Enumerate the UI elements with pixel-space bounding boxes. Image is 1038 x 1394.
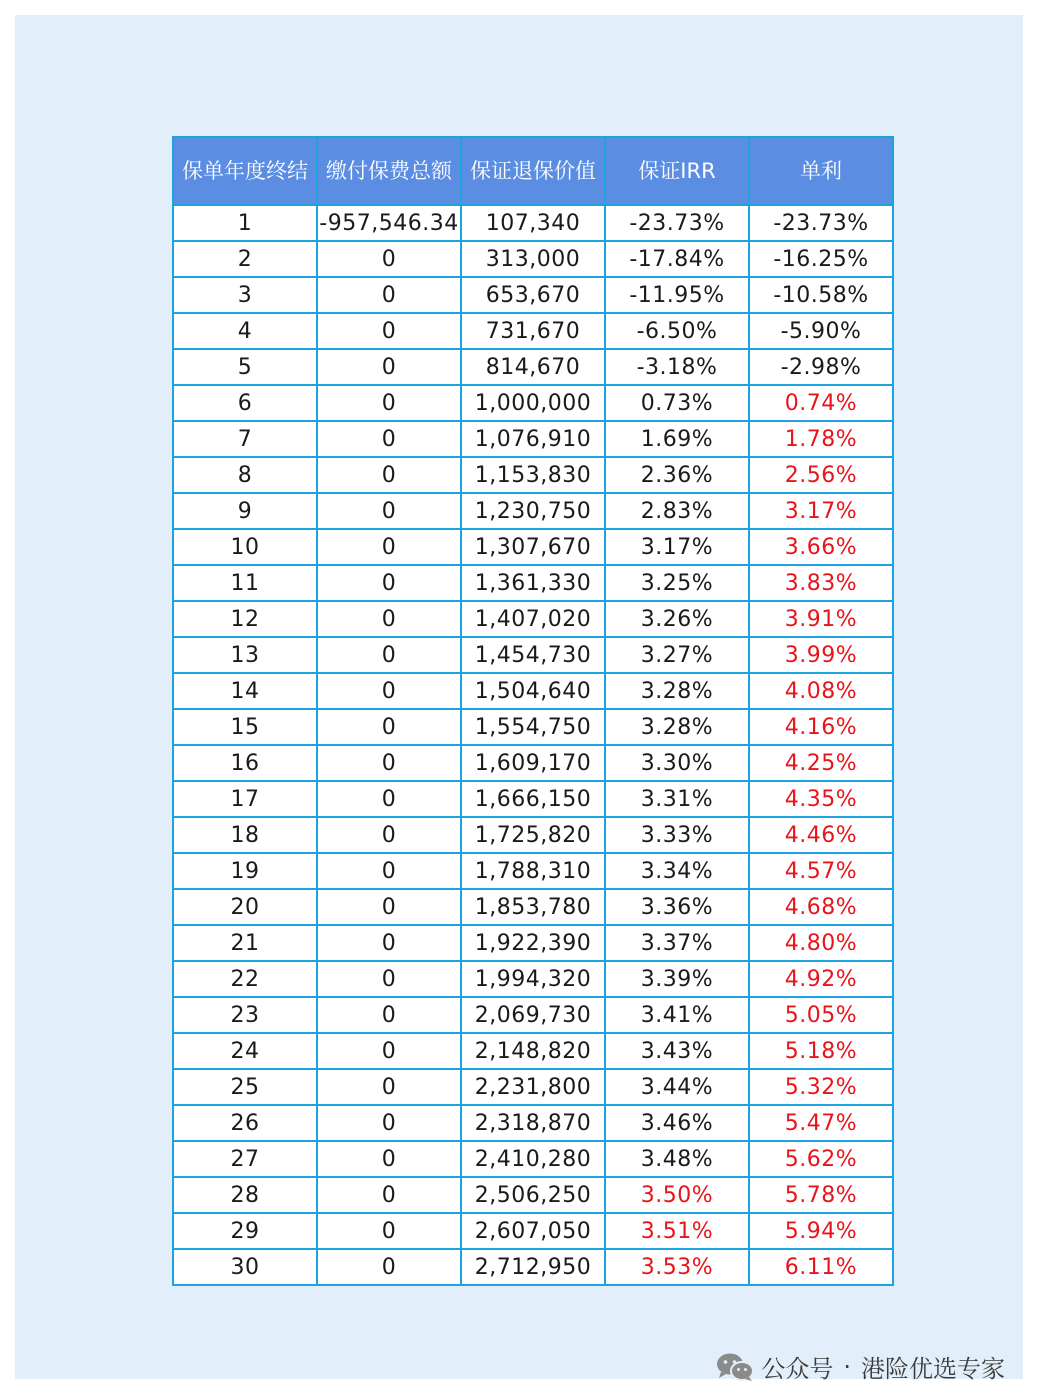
cell-total-premium: 0 bbox=[317, 529, 461, 565]
cell-policy-year: 21 bbox=[173, 925, 317, 961]
cell-policy-year: 14 bbox=[173, 673, 317, 709]
header-policy-year bbox=[173, 137, 317, 205]
cell-total-premium: 0 bbox=[317, 601, 461, 637]
header-guaranteed-value-label: 保证退保价值 bbox=[470, 159, 596, 183]
cell-policy-year: 18 bbox=[173, 817, 317, 853]
cell-simple-interest: 4.80% bbox=[749, 925, 893, 961]
table-row bbox=[173, 529, 893, 565]
cell-simple-interest: -10.58% bbox=[749, 277, 893, 313]
table-row bbox=[173, 1249, 893, 1285]
cell-simple-interest: -5.90% bbox=[749, 313, 893, 349]
cell-simple-interest: 4.08% bbox=[749, 673, 893, 709]
table-body bbox=[173, 205, 893, 1285]
wechat-icon bbox=[715, 1352, 755, 1382]
cell-policy-year: 13 bbox=[173, 637, 317, 673]
cell-simple-interest: 3.17% bbox=[749, 493, 893, 529]
cell-policy-year: 9 bbox=[173, 493, 317, 529]
cell-simple-interest: -23.73% bbox=[749, 205, 893, 241]
header-policy-year-label: 保单年度终结 bbox=[182, 159, 308, 183]
cell-guaranteed-value: 1,361,330 bbox=[461, 565, 605, 601]
cell-guaranteed-value: 1,407,020 bbox=[461, 601, 605, 637]
cell-total-premium: 0 bbox=[317, 817, 461, 853]
cell-guaranteed-irr: 3.26% bbox=[605, 601, 749, 637]
cell-policy-year: 27 bbox=[173, 1141, 317, 1177]
cell-guaranteed-irr: 3.36% bbox=[605, 889, 749, 925]
cell-total-premium: 0 bbox=[317, 1033, 461, 1069]
cell-guaranteed-irr: 3.31% bbox=[605, 781, 749, 817]
cell-total-premium: 0 bbox=[317, 1141, 461, 1177]
cell-guaranteed-value: 2,231,800 bbox=[461, 1069, 605, 1105]
cell-guaranteed-irr: 3.27% bbox=[605, 637, 749, 673]
cell-guaranteed-value: 107,340 bbox=[461, 205, 605, 241]
cell-total-premium: 0 bbox=[317, 853, 461, 889]
cell-guaranteed-value: 2,607,050 bbox=[461, 1213, 605, 1249]
header-guaranteed-irr-label: 保证IRR bbox=[638, 159, 716, 183]
cell-simple-interest: 5.05% bbox=[749, 997, 893, 1033]
cell-policy-year: 11 bbox=[173, 565, 317, 601]
header-guaranteed-irr bbox=[605, 137, 749, 205]
table-row bbox=[173, 709, 893, 745]
cell-policy-year: 16 bbox=[173, 745, 317, 781]
table-row bbox=[173, 889, 893, 925]
cell-simple-interest: 5.94% bbox=[749, 1213, 893, 1249]
cell-guaranteed-irr: 3.34% bbox=[605, 853, 749, 889]
cell-simple-interest: 4.68% bbox=[749, 889, 893, 925]
cell-guaranteed-value: 2,069,730 bbox=[461, 997, 605, 1033]
cell-guaranteed-irr: 3.37% bbox=[605, 925, 749, 961]
table-row bbox=[173, 1105, 893, 1141]
cell-simple-interest: 3.91% bbox=[749, 601, 893, 637]
cell-guaranteed-value: 1,725,820 bbox=[461, 817, 605, 853]
table-row bbox=[173, 349, 893, 385]
cell-policy-year: 15 bbox=[173, 709, 317, 745]
cell-guaranteed-irr: 3.30% bbox=[605, 745, 749, 781]
cell-guaranteed-irr: 3.17% bbox=[605, 529, 749, 565]
table-row bbox=[173, 961, 893, 997]
table-row bbox=[173, 385, 893, 421]
cell-guaranteed-value: 1,853,780 bbox=[461, 889, 605, 925]
table-row bbox=[173, 565, 893, 601]
cell-total-premium: 0 bbox=[317, 1105, 461, 1141]
cell-total-premium: 0 bbox=[317, 1213, 461, 1249]
cell-simple-interest: 4.46% bbox=[749, 817, 893, 853]
cell-guaranteed-value: 1,000,000 bbox=[461, 385, 605, 421]
table-row bbox=[173, 205, 893, 241]
cell-guaranteed-irr: 3.53% bbox=[605, 1249, 749, 1285]
cell-total-premium: 0 bbox=[317, 673, 461, 709]
cell-total-premium: 0 bbox=[317, 241, 461, 277]
cell-simple-interest: 4.92% bbox=[749, 961, 893, 997]
cell-guaranteed-value: 313,000 bbox=[461, 241, 605, 277]
footer-watermark bbox=[715, 1349, 1005, 1384]
cell-guaranteed-value: 2,712,950 bbox=[461, 1249, 605, 1285]
cell-guaranteed-value: 1,307,670 bbox=[461, 529, 605, 565]
cell-simple-interest: 4.57% bbox=[749, 853, 893, 889]
cell-guaranteed-value: 1,609,170 bbox=[461, 745, 605, 781]
cell-guaranteed-irr: 3.25% bbox=[605, 565, 749, 601]
cell-total-premium: 0 bbox=[317, 961, 461, 997]
cell-policy-year: 29 bbox=[173, 1213, 317, 1249]
cell-policy-year: 3 bbox=[173, 277, 317, 313]
cell-simple-interest: -16.25% bbox=[749, 241, 893, 277]
cell-total-premium: 0 bbox=[317, 421, 461, 457]
cell-policy-year: 7 bbox=[173, 421, 317, 457]
cell-guaranteed-irr: 3.39% bbox=[605, 961, 749, 997]
cell-guaranteed-irr: 3.28% bbox=[605, 709, 749, 745]
cell-policy-year: 24 bbox=[173, 1033, 317, 1069]
table-row bbox=[173, 1069, 893, 1105]
cell-guaranteed-value: 2,148,820 bbox=[461, 1033, 605, 1069]
cell-simple-interest: 3.83% bbox=[749, 565, 893, 601]
cell-policy-year: 30 bbox=[173, 1249, 317, 1285]
cell-total-premium: 0 bbox=[317, 1069, 461, 1105]
cell-total-premium: 0 bbox=[317, 313, 461, 349]
cell-total-premium: 0 bbox=[317, 565, 461, 601]
table-row bbox=[173, 997, 893, 1033]
footer-separator: · bbox=[843, 1352, 851, 1381]
cell-guaranteed-value: 814,670 bbox=[461, 349, 605, 385]
cell-simple-interest: 5.32% bbox=[749, 1069, 893, 1105]
header-total-premium bbox=[317, 137, 461, 205]
table-row bbox=[173, 241, 893, 277]
table-row bbox=[173, 637, 893, 673]
cell-total-premium: 0 bbox=[317, 637, 461, 673]
header-simple-interest bbox=[749, 137, 893, 205]
cell-guaranteed-value: 1,153,830 bbox=[461, 457, 605, 493]
page-background bbox=[15, 15, 1023, 1383]
cell-total-premium: 0 bbox=[317, 493, 461, 529]
cell-total-premium: 0 bbox=[317, 457, 461, 493]
cell-policy-year: 8 bbox=[173, 457, 317, 493]
cell-guaranteed-value: 1,666,150 bbox=[461, 781, 605, 817]
cell-policy-year: 5 bbox=[173, 349, 317, 385]
cell-guaranteed-value: 1,554,750 bbox=[461, 709, 605, 745]
cell-guaranteed-irr: 0.73% bbox=[605, 385, 749, 421]
cell-total-premium: 0 bbox=[317, 349, 461, 385]
table-row bbox=[173, 745, 893, 781]
cell-simple-interest: 4.35% bbox=[749, 781, 893, 817]
header-guaranteed-value bbox=[461, 137, 605, 205]
cell-policy-year: 26 bbox=[173, 1105, 317, 1141]
cell-guaranteed-irr: -23.73% bbox=[605, 205, 749, 241]
cell-simple-interest: 5.62% bbox=[749, 1141, 893, 1177]
cell-policy-year: 12 bbox=[173, 601, 317, 637]
cell-policy-year: 2 bbox=[173, 241, 317, 277]
cell-simple-interest: 3.66% bbox=[749, 529, 893, 565]
cell-simple-interest: 4.16% bbox=[749, 709, 893, 745]
cell-total-premium: 0 bbox=[317, 781, 461, 817]
cell-guaranteed-value: 1,504,640 bbox=[461, 673, 605, 709]
cell-policy-year: 22 bbox=[173, 961, 317, 997]
cell-policy-year: 28 bbox=[173, 1177, 317, 1213]
cell-simple-interest: 2.56% bbox=[749, 457, 893, 493]
irr-table bbox=[172, 136, 894, 1286]
header-total-premium-label: 缴付保费总额 bbox=[326, 159, 452, 183]
table-header-row bbox=[173, 137, 893, 205]
cell-simple-interest: 6.11% bbox=[749, 1249, 893, 1285]
table-row bbox=[173, 421, 893, 457]
table-row bbox=[173, 853, 893, 889]
table-row bbox=[173, 781, 893, 817]
cell-total-premium: 0 bbox=[317, 889, 461, 925]
table-row bbox=[173, 601, 893, 637]
cell-simple-interest: 5.78% bbox=[749, 1177, 893, 1213]
cell-total-premium: -957,546.34 bbox=[317, 205, 461, 241]
cell-policy-year: 25 bbox=[173, 1069, 317, 1105]
cell-total-premium: 0 bbox=[317, 997, 461, 1033]
cell-total-premium: 0 bbox=[317, 1177, 461, 1213]
cell-simple-interest: 3.99% bbox=[749, 637, 893, 673]
cell-guaranteed-irr: -11.95% bbox=[605, 277, 749, 313]
cell-simple-interest: 4.25% bbox=[749, 745, 893, 781]
cell-guaranteed-irr: 3.41% bbox=[605, 997, 749, 1033]
table-row bbox=[173, 673, 893, 709]
cell-policy-year: 1 bbox=[173, 205, 317, 241]
cell-guaranteed-value: 1,994,320 bbox=[461, 961, 605, 997]
table-row bbox=[173, 1177, 893, 1213]
cell-simple-interest: 0.74% bbox=[749, 385, 893, 421]
cell-guaranteed-irr: 3.46% bbox=[605, 1105, 749, 1141]
cell-simple-interest: 5.18% bbox=[749, 1033, 893, 1069]
cell-guaranteed-value: 1,454,730 bbox=[461, 637, 605, 673]
cell-simple-interest: 5.47% bbox=[749, 1105, 893, 1141]
cell-guaranteed-irr: 3.33% bbox=[605, 817, 749, 853]
cell-guaranteed-value: 1,230,750 bbox=[461, 493, 605, 529]
footer-account-name: 港险优选专家 bbox=[861, 1355, 1005, 1383]
cell-guaranteed-value: 653,670 bbox=[461, 277, 605, 313]
cell-guaranteed-value: 1,788,310 bbox=[461, 853, 605, 889]
cell-guaranteed-irr: -17.84% bbox=[605, 241, 749, 277]
cell-guaranteed-irr: 3.44% bbox=[605, 1069, 749, 1105]
cell-total-premium: 0 bbox=[317, 385, 461, 421]
cell-guaranteed-irr: 1.69% bbox=[605, 421, 749, 457]
cell-guaranteed-value: 1,922,390 bbox=[461, 925, 605, 961]
table-row bbox=[173, 313, 893, 349]
cell-guaranteed-irr: 3.28% bbox=[605, 673, 749, 709]
cell-total-premium: 0 bbox=[317, 709, 461, 745]
cell-guaranteed-irr: 3.48% bbox=[605, 1141, 749, 1177]
cell-policy-year: 23 bbox=[173, 997, 317, 1033]
cell-total-premium: 0 bbox=[317, 745, 461, 781]
cell-simple-interest: 1.78% bbox=[749, 421, 893, 457]
cell-simple-interest: -2.98% bbox=[749, 349, 893, 385]
table-row bbox=[173, 1141, 893, 1177]
cell-total-premium: 0 bbox=[317, 277, 461, 313]
cell-guaranteed-irr: -6.50% bbox=[605, 313, 749, 349]
cell-total-premium: 0 bbox=[317, 1249, 461, 1285]
cell-policy-year: 4 bbox=[173, 313, 317, 349]
cell-policy-year: 19 bbox=[173, 853, 317, 889]
footer-label: 公众号 bbox=[761, 1355, 834, 1383]
table-row bbox=[173, 817, 893, 853]
cell-total-premium: 0 bbox=[317, 925, 461, 961]
cell-guaranteed-irr: 3.50% bbox=[605, 1177, 749, 1213]
cell-guaranteed-value: 2,506,250 bbox=[461, 1177, 605, 1213]
cell-guaranteed-value: 2,318,870 bbox=[461, 1105, 605, 1141]
cell-guaranteed-irr: 3.43% bbox=[605, 1033, 749, 1069]
table-row bbox=[173, 457, 893, 493]
cell-policy-year: 17 bbox=[173, 781, 317, 817]
header-simple-interest-label: 单利 bbox=[800, 159, 842, 183]
table-row bbox=[173, 1033, 893, 1069]
cell-guaranteed-irr: -3.18% bbox=[605, 349, 749, 385]
cell-guaranteed-irr: 3.51% bbox=[605, 1213, 749, 1249]
cell-guaranteed-value: 731,670 bbox=[461, 313, 605, 349]
cell-policy-year: 6 bbox=[173, 385, 317, 421]
cell-guaranteed-irr: 2.83% bbox=[605, 493, 749, 529]
cell-policy-year: 10 bbox=[173, 529, 317, 565]
table-row bbox=[173, 925, 893, 961]
table-row bbox=[173, 1213, 893, 1249]
table-row bbox=[173, 277, 893, 313]
cell-guaranteed-irr: 2.36% bbox=[605, 457, 749, 493]
cell-policy-year: 20 bbox=[173, 889, 317, 925]
cell-guaranteed-value: 1,076,910 bbox=[461, 421, 605, 457]
table-row bbox=[173, 493, 893, 529]
cell-guaranteed-value: 2,410,280 bbox=[461, 1141, 605, 1177]
